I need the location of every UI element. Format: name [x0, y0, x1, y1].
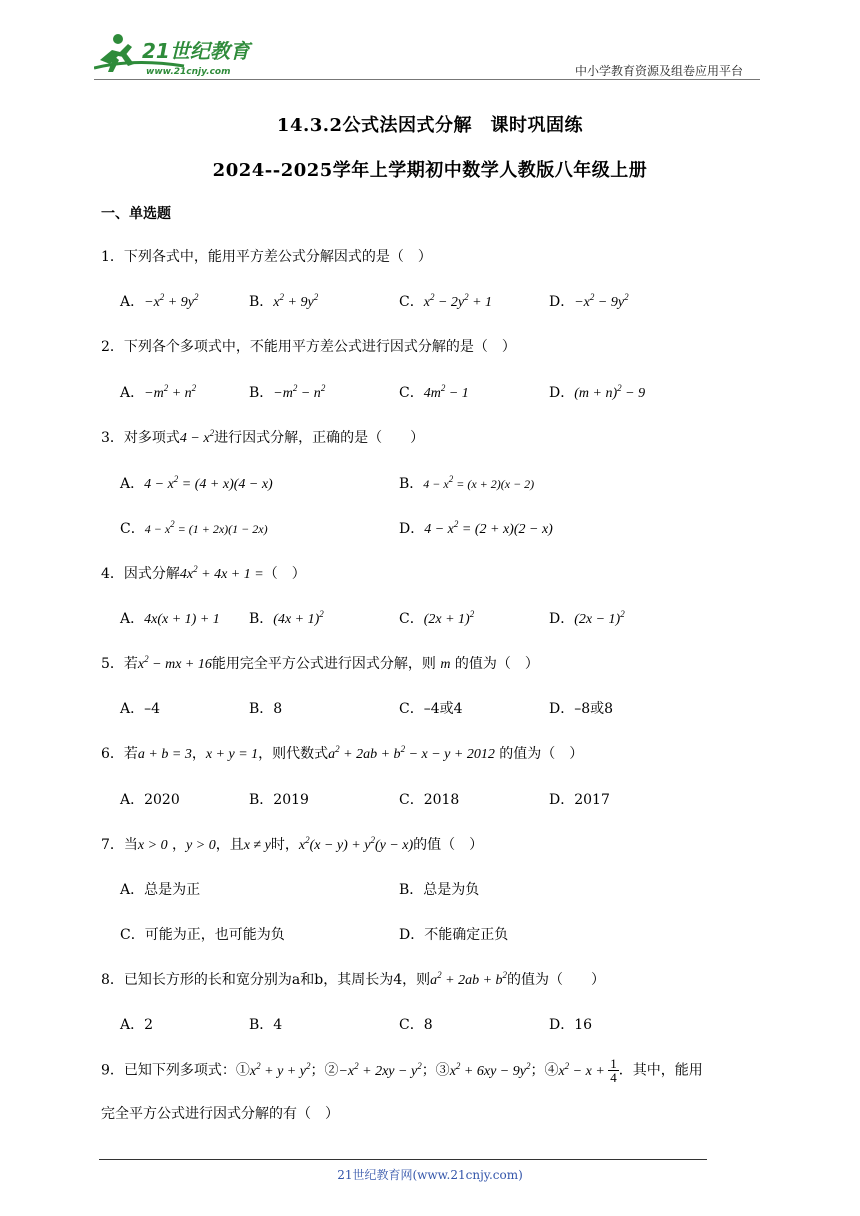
question-4: 4．因式分解$4x^2 + 4x + 1$ =（ ）	[101, 564, 306, 582]
header-platform-text: 中小学教育资源及组卷应用平台	[575, 64, 744, 78]
page-title: 14.3.2公式法因式分解 课时巩固练	[276, 115, 584, 136]
footer-link[interactable]: 21世纪教育网(www.21cnjy.com)	[337, 1168, 523, 1182]
question-6: 6．若a + b = 3，x + y = 1，则代数式$a^2 + 2ab + b^2 - x - y + 2012$ 的值为（ ）	[101, 744, 584, 762]
question-2: 2．下列各个多项式中，不能用平方差公式进行因式分解的是（ ）	[101, 339, 516, 355]
header-divider	[94, 79, 760, 80]
logo-url: www.21cnjy.com	[146, 67, 231, 77]
option-5b[interactable]: B．8	[249, 701, 283, 717]
logo-text: 21世纪教育	[142, 39, 250, 63]
question-1: 1．下列各式中，能用平方差公式分解因式的是（ ）	[101, 249, 432, 265]
question-7: 7．当x > 0 ，y > 0，且x ≠ y时，$x^2(x - y) + y^2(y - x)$的值（ ）	[101, 835, 484, 853]
option-7c[interactable]: C．可能为正，也可能为负	[120, 927, 285, 943]
option-5d[interactable]: D．–8或8	[549, 701, 614, 717]
option-6d[interactable]: D．2017	[549, 792, 610, 808]
option-4c[interactable]: C．$(2x + 1)^2$	[399, 609, 475, 627]
option-8c[interactable]: C．8	[399, 1017, 433, 1033]
option-8d[interactable]: D．16	[549, 1017, 593, 1033]
option-6c[interactable]: C．2018	[399, 792, 460, 808]
option-3c[interactable]: C．$4 - x^2 = (1 + 2x)(1 - 2x)$	[120, 519, 268, 537]
option-5c[interactable]: C．–4或4	[399, 701, 463, 717]
option-8b[interactable]: B．4	[249, 1017, 283, 1033]
option-4a[interactable]: A．4x(x + 1) + 1	[120, 611, 220, 627]
page-subtitle: 2024--2025学年上学期初中数学人教版八年级上册	[212, 160, 648, 181]
site-logo	[94, 30, 264, 80]
option-8a[interactable]: A．2	[120, 1017, 154, 1033]
option-5a[interactable]: A．–4	[120, 701, 161, 717]
section-heading: 一、单选题	[101, 206, 171, 222]
option-1c[interactable]: C．$x^2 - 2y^2 + 1$	[399, 292, 493, 310]
footer-divider	[99, 1159, 707, 1160]
question-9-line2: 完全平方公式进行因式分解的有（ ）	[101, 1106, 339, 1122]
option-2c[interactable]: C．$4m^2 - 1$	[399, 383, 469, 401]
option-6b[interactable]: B．2019	[249, 792, 309, 808]
option-7b[interactable]: B．总是为负	[399, 882, 480, 898]
option-4d[interactable]: D．$(2x - 1)^2$	[549, 609, 625, 627]
option-1a[interactable]: A．$-x^2 + 9y^2$	[120, 292, 199, 310]
option-1b[interactable]: B．$x^2 + 9y^2$	[249, 292, 319, 310]
option-1d[interactable]: D．$-x^2 - 9y^2$	[549, 292, 629, 310]
option-7d[interactable]: D．不能确定正负	[399, 927, 509, 943]
question-5: 5．若$x^2$ − mx + 16能用完全平方公式进行因式分解，则 m 的值为（ ）	[101, 654, 539, 672]
option-6a[interactable]: A．2020	[120, 792, 180, 808]
option-3b[interactable]: B．$4 - x^2 = (x + 2)(x - 2)$	[399, 474, 535, 492]
option-2b[interactable]: B．$-m^2 - n^2$	[249, 383, 326, 401]
option-7a[interactable]: A．总是为正	[120, 882, 201, 898]
question-8: 8．已知长方形的长和宽分别为a和b，其周长为4，则$a^2 + 2ab + b^2$的值为（ ）	[101, 970, 606, 988]
option-4b[interactable]: B．$(4x + 1)^2$	[249, 609, 324, 627]
option-2a[interactable]: A．$-m^2 + n^2$	[120, 383, 197, 401]
question-9: 9．已知下列多项式：$①x^2 + y + y^2$；$②-x^2 + 2xy - y^2$；$③x^2 + 6xy - 9y^2$；$④x^2 - x$ + $\frac{1}{4}$ ．其中，能用	[101, 1056, 703, 1085]
option-2d[interactable]: D．$(m + n)^2 - 9$	[549, 383, 646, 401]
option-3d[interactable]: D．$4 - x^2 = (2 + x)(2 - x)$	[399, 519, 553, 537]
option-3a[interactable]: A．$4 - x^2 = (4 + x)(4 - x)$	[120, 474, 273, 492]
question-3: 3．对多项式$4 - x^2$进行因式分解，正确的是（ ）	[101, 428, 425, 446]
